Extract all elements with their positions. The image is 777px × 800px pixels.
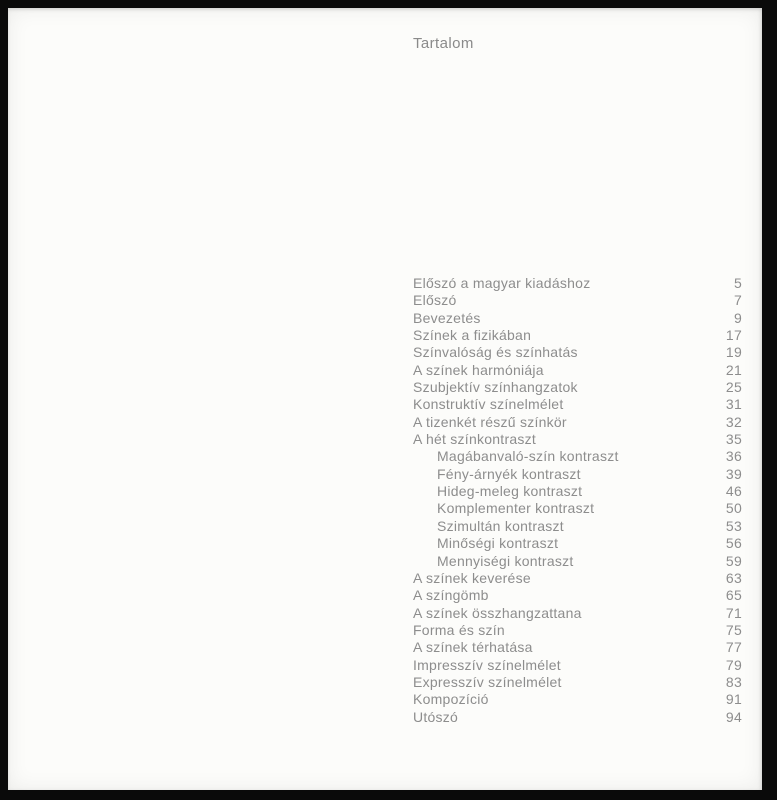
toc-entry-label: A hét színkontraszt <box>413 431 537 448</box>
toc-entry-label: Kompozíció <box>413 691 489 708</box>
toc-row <box>413 500 742 517</box>
toc-entry-label: A színek keverése <box>413 569 531 586</box>
toc-entry-label: Előszó a magyar kiadáshoz <box>413 275 591 291</box>
toc-entry-label: Impresszív színelmélet <box>413 656 561 673</box>
toc-entry-label: A színek térhatása <box>413 639 533 656</box>
toc-entry-page-number: 5 <box>733 275 742 291</box>
toc-entry-label: A színek harmóniája <box>413 361 544 378</box>
toc-entry-page-number: 19 <box>725 344 742 361</box>
toc-entry-page-number: 65 <box>725 587 742 604</box>
toc-row <box>413 344 742 361</box>
toc-entry-page-number: 31 <box>725 396 742 413</box>
toc-row <box>413 622 742 639</box>
toc-entry-page-number: 71 <box>725 604 742 621</box>
toc-entry-page-number: 79 <box>725 656 742 673</box>
toc-row <box>413 379 742 396</box>
toc-entry-page-number: 7 <box>733 292 742 309</box>
toc-entry-page-number: 39 <box>725 465 742 482</box>
toc-row <box>413 448 742 465</box>
toc-entry-label: Színek a fizikában <box>413 327 532 344</box>
toc-entry-label: A színgömb <box>413 587 489 604</box>
toc-entry-page-number: 75 <box>725 621 742 638</box>
toc-entry-page-number: 25 <box>725 379 742 396</box>
toc-entry-page-number: 83 <box>725 673 742 690</box>
toc-row <box>413 483 742 500</box>
toc-row <box>413 518 742 535</box>
table-of-contents <box>413 275 742 726</box>
toc-row <box>413 535 742 552</box>
book-page <box>8 8 762 790</box>
toc-row <box>413 396 742 413</box>
toc-entry-page-number: 46 <box>725 483 742 500</box>
toc-entry-page-number: 21 <box>725 361 742 378</box>
toc-entry-label: Bevezetés <box>413 309 481 326</box>
toc-row <box>413 691 742 708</box>
page-title: Tartalom <box>413 35 474 52</box>
toc-entry-label: A tizenkét részű színkör <box>413 413 567 430</box>
toc-row <box>413 466 742 483</box>
toc-entry-page-number: 9 <box>733 309 742 326</box>
toc-entry-page-number: 17 <box>725 327 742 344</box>
toc-row <box>413 553 742 570</box>
toc-row <box>413 639 742 656</box>
toc-entry-label: Hideg-meleg kontraszt <box>437 483 583 500</box>
toc-entry-page-number: 36 <box>725 448 742 465</box>
toc-entry-label: Előszó <box>413 292 457 309</box>
toc-entry-label: Szubjektív színhangzatok <box>413 379 578 396</box>
toc-entry-label: Magábanvaló-szín kontraszt <box>437 448 619 465</box>
toc-row <box>413 605 742 622</box>
toc-entry-page-number: 35 <box>725 431 742 448</box>
toc-row <box>413 327 742 344</box>
toc-entry-label: Szimultán kontraszt <box>437 517 564 534</box>
toc-row <box>413 587 742 604</box>
toc-entry-page-number: 63 <box>725 569 742 586</box>
toc-row <box>413 431 742 448</box>
toc-entry-page-number: 32 <box>725 413 742 430</box>
toc-row <box>413 275 742 292</box>
toc-entry-label: Fény-árnyék kontraszt <box>437 465 581 482</box>
toc-row <box>413 292 742 309</box>
toc-row <box>413 570 742 587</box>
toc-entry-page-number: 59 <box>725 552 742 569</box>
toc-entry-page-number: 91 <box>725 691 742 708</box>
toc-entry-page-number: 77 <box>725 639 742 656</box>
toc-row <box>413 657 742 674</box>
toc-entry-label: A színek összhangzattana <box>413 604 582 621</box>
toc-entry-label: Konstruktív színelmélet <box>413 396 564 413</box>
toc-entry-label: Mennyiségi kontraszt <box>437 552 574 569</box>
toc-entry-page-number: 50 <box>725 500 742 517</box>
toc-row <box>413 709 742 726</box>
toc-row <box>413 362 742 379</box>
toc-row <box>413 414 742 431</box>
toc-row <box>413 310 742 327</box>
toc-entry-label: Színvalóság és színhatás <box>413 344 578 361</box>
toc-entry-label: Minőségi kontraszt <box>437 535 559 552</box>
toc-entry-page-number: 56 <box>725 535 742 552</box>
toc-row <box>413 674 742 691</box>
toc-entry-label: Utószó <box>413 708 459 725</box>
toc-entry-label: Expresszív színelmélet <box>413 673 562 690</box>
toc-entry-label: Komplementer kontraszt <box>437 500 595 517</box>
toc-entry-page-number: 94 <box>725 708 742 725</box>
toc-entry-label: Forma és szín <box>413 621 505 638</box>
toc-entry-page-number: 53 <box>725 517 742 534</box>
